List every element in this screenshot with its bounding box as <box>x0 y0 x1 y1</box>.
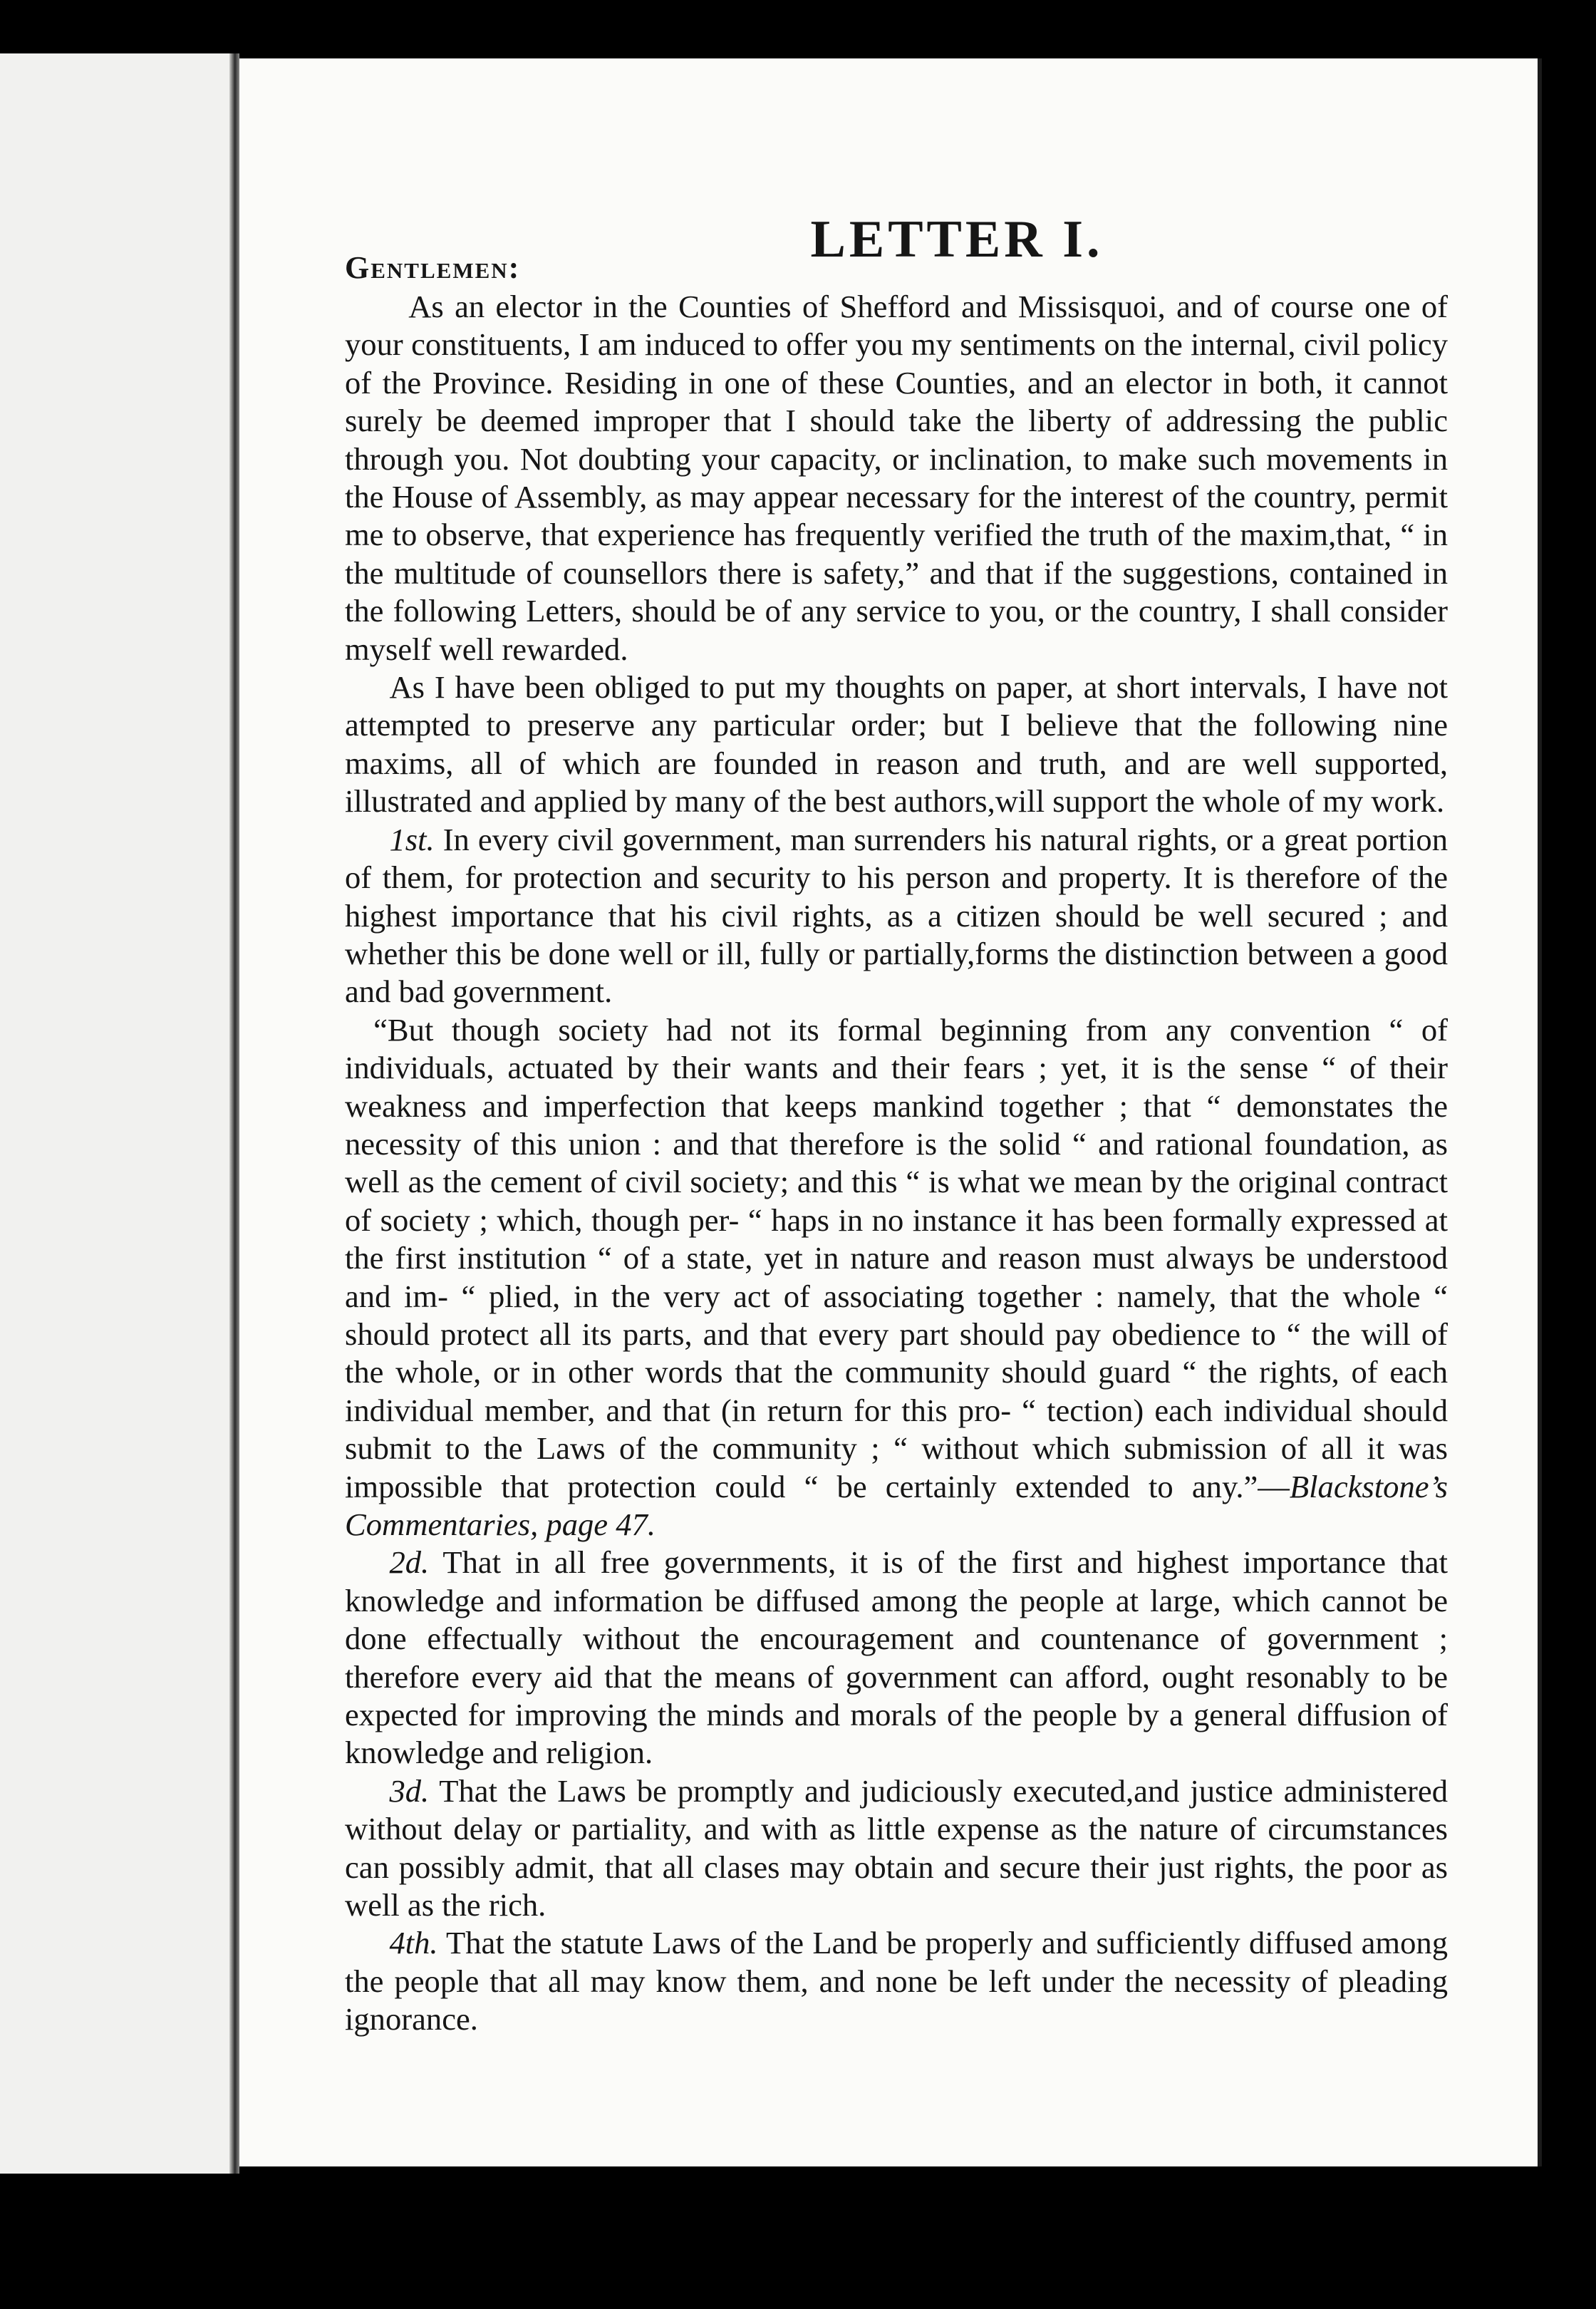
maxim-2 <box>345 1544 1448 1772</box>
page <box>239 58 1538 2166</box>
maxim-4 <box>345 1924 1448 2038</box>
blackstone-quote <box>345 1011 1448 1544</box>
quote-text: “But though society had not its formal beginning from any convention “ of individuals, actuated by their wants and their fears ; yet, it is the sense “ of their weakness and imperfection that keeps mankind together ; that “ demonstates the necessity of this union : and that therefore is the solid “ and rational foundation, as well as the cement of civil society; and this “ is what we mean by the original contract of society ; which, though per- “ haps in no instance it has been formally expressed at the first institution “ of a state, yet in nature and reason must always be understood and im- “ plied, in the very act of associating together : namely, that the whole “ should protect all its parts, and that every part should pay obedience to “ the will of the whole, or in other words that the community should guard “ the rights, of each individual member, and that (in return for this pro- “ tection) each individual should submit to the Laws of the community ; “ without which submission of all it was impossible that protection could “ be certainly extended to any.”— <box>345 1011 1448 1504</box>
maxim-number: 2d. <box>389 1544 430 1581</box>
maxim-text: That the statute Laws of the Land be properly and sufficiently diffused among the people that all may know them, and none be left under the necessity of pleading ignorance. <box>345 1925 1448 2037</box>
facing-page <box>0 53 235 2174</box>
paragraph-intro: As an elector in the Counties of Shefford and Missisquoi, and of course one of your constituents, I am induced to offer you my sentiments on the internal, civil policy of the Province. Residing in one of these Counties, and an elector in both, it cannot surely be deemed improper that I should take the liberty of addressing the public through you. Not doubting your capacity, or inclination, to make such movements in the House of Assembly, as may appear necessary for the interest of the country, permit me to observe, that experience has frequently verified the truth of the maxim,that, “ in the multitude of counsellors there is safety,” and that if the suggestions, contained in the following Letters, should be of any service to you, or the country, I shall consider myself well rewarded. <box>345 289 1448 667</box>
book-gutter <box>229 53 239 2174</box>
quote-citation: Blackstone’s Commentaries, page 47. <box>345 1468 1448 1542</box>
maxim-text: That in all free governments, it is of the first and highest importance that knowledge and information be diffused among the people at large, which cannot be done effectually without the encouragement and countenance of government ; therefore every aid that the means of government can afford, ought resonably to be expected for improving the minds and morals of the people by a general diffusion of knowledge and religion. <box>345 1544 1448 1771</box>
maxim-text: That the Laws be promptly and judiciously executed,and justice administered without delay or partiality, and with as little expense as the nature of circumstances can possibly admit, that all clases may obtain and secure their just rights, the poor as well as the rich. <box>345 1772 1448 1923</box>
maxim-text: In every civil government, man surrenders his natural rights, or a great portion of them, for protection and security to his person and property. It is therefore of the highest importance that his civil rights, as a citizen should be well secured ; and whether this be done well or ill, fully or partially,forms the distinction between a good and bad government. <box>345 821 1448 1010</box>
salutation: Gentlemen: <box>345 250 521 285</box>
page-content <box>345 208 1448 2039</box>
maxim-number: 3d. <box>389 1772 430 1809</box>
maxim-1 <box>345 821 1448 1011</box>
maxim-3 <box>345 1772 1448 1925</box>
maxim-number: 4th. <box>389 1925 438 1961</box>
paragraph-order: As I have been obliged to put my thoughts on paper, at short intervals, I have not attempted to preserve any particular order; but I believe that the following nine maxims, all of which are founded in reason and truth, and are well supported, illustrated and applied by many of the best authors,will support the whole of my work. <box>345 669 1448 820</box>
maxim-number: 1st. <box>389 821 435 857</box>
letter-title: LETTER I. <box>810 210 1104 269</box>
